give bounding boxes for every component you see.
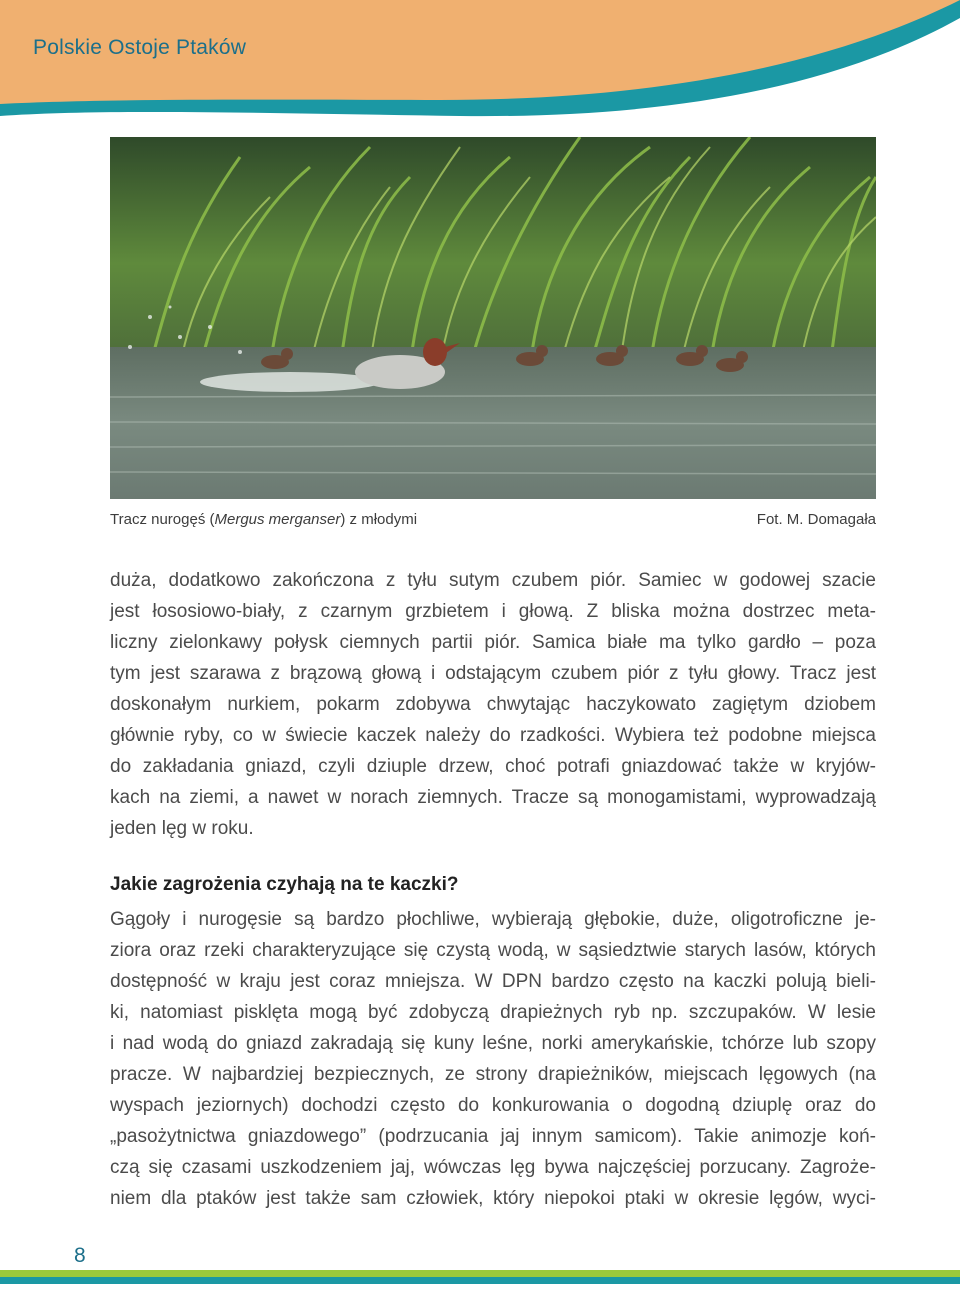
caption-latin-name: Mergus merganser	[214, 511, 341, 528]
paragraph-line: pracze. W najbardziej bezpiecznych, ze strony drapieżników, miejscach lęgowych (na	[110, 1064, 876, 1085]
paragraph-line: do zakładania gniazd, czyli dziuple drzew, choć potrafi gniazdować także w kryjów-	[110, 756, 876, 777]
paragraph-line: kach na ziemi, a nawet w norach ziemnych. Tracze są monogamistami, wyprowadzają	[110, 787, 876, 808]
paragraph-line: czą się czasami uszkodzeniem jaj, wówczas lęg bywa najczęściej porzucany. Zagroże-	[110, 1157, 876, 1178]
paragraph-line: liczny zielonkawy połysk ciemnych partii piór. Samica białe ma tylko gardło – poza	[110, 632, 876, 653]
paragraph-2	[110, 904, 876, 1214]
paragraph-line: tym jest szarawa z brązową głową i odstającym czubem piór z tyłu głowy. Tracz jest	[110, 663, 876, 684]
section-heading: Jakie zagrożenia czyhają na te kaczki?	[110, 874, 459, 895]
paragraph-line: Gągoły i nurogęsie są bardzo płochliwe, wybierają głębokie, duże, oligotroficzne je-	[110, 909, 876, 930]
photo-illustration	[110, 137, 876, 499]
paragraph-line: jest łososiowo-biały, z czarnym grzbietem i głową. Z bliska można dostrzec meta-	[110, 601, 876, 622]
page-number: 8	[74, 1244, 86, 1267]
paragraph-line: głównie ryby, co w świecie kaczek należy do rzadkości. Wybiera też podobne miejsca	[110, 725, 876, 746]
caption-text: Tracz nurogęś (Mergus merganser) z młodymi	[110, 511, 418, 528]
paragraph-line: i nad wodą do gniazd zakradają się kuny leśne, norki amerykańskie, tchórze lub szopy	[110, 1033, 876, 1054]
paragraph-line: ki, natomiast pisklęta mogą być zdobyczą drapieżnych ryb np. szczupaków. W lesie	[110, 1002, 876, 1023]
paragraph-line: doskonałym nurkiem, pokarm zdobywa chwytając haczykowato zagiętym dziobem	[110, 694, 876, 715]
paragraph-line: niem dla ptaków jest także sam człowiek, który niepokoi ptaki w okresie lęgów, wyci-	[110, 1188, 876, 1209]
photo-credit: Fot. M. Domagała	[756, 511, 876, 528]
header-decoration	[0, 0, 960, 150]
paragraph-line: dostępność w kraju jest coraz mniejsza. W DPN bardzo często na kaczki polują bieli-	[110, 971, 876, 992]
paragraph-line: duża, dodatkowo zakończona z tyłu sutym czubem piór. Samiec w godowej szacie	[110, 570, 876, 591]
paragraph-line: wyspach jeziornych) dochodzi często do konkurowania o dogodną dziuplę oraz do	[110, 1095, 876, 1116]
paragraph-line: „pasożytnictwa gniazdowego” (podrzucania jaj innym samicom). Takie animozje koń-	[110, 1126, 876, 1147]
header-band	[0, 0, 960, 150]
paragraph-line: jeden lęg w roku.	[110, 818, 254, 839]
footer-bar	[0, 1270, 960, 1284]
footer-decoration	[0, 1270, 960, 1284]
paragraph-line: ziora oraz rzeki charakteryzujące się czystą wodą, w sąsiedztwie starych lasów, których	[110, 940, 876, 961]
header-title: Polskie Ostoje Ptaków	[33, 36, 247, 59]
paragraph-1	[110, 565, 876, 844]
merganser-photo	[110, 137, 876, 499]
